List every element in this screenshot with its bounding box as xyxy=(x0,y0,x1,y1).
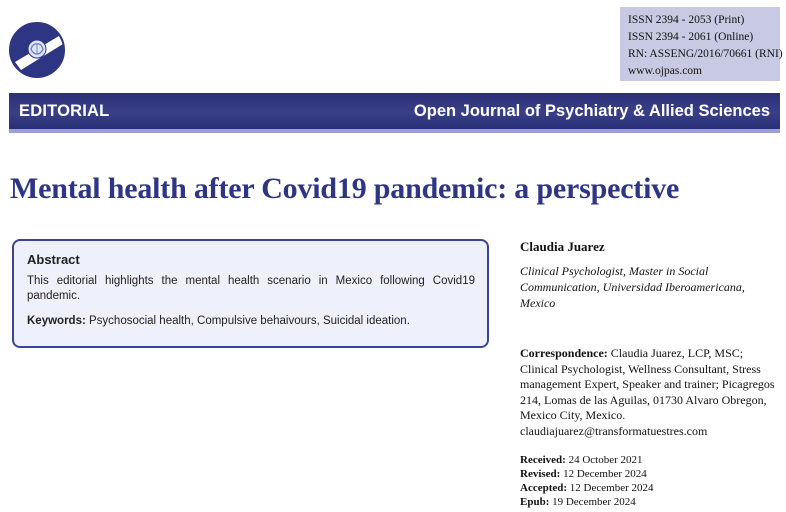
date-accepted xyxy=(520,481,654,495)
rni-number: RN: ASSENG/2016/70661 (RNI) xyxy=(628,48,783,60)
correspondence-label: Correspondence: xyxy=(520,346,608,360)
date-value: 12 December 2024 xyxy=(563,468,647,480)
issn-online: ISSN 2394 - 2061 (Online) xyxy=(628,31,754,43)
date-epub xyxy=(520,495,654,509)
date-value: 19 December 2024 xyxy=(552,496,636,508)
keywords xyxy=(27,314,475,329)
article-dates xyxy=(520,453,654,509)
journal-logo xyxy=(9,22,65,78)
abstract-text: This editorial highlights the mental health scenario in Mexico following Covid19 pandemic. xyxy=(27,275,475,302)
author-name: Claudia Juarez xyxy=(520,239,605,254)
article-title: Mental health after Covid19 pandemic: a perspective xyxy=(10,172,680,205)
date-value: 24 October 2021 xyxy=(568,454,643,466)
abstract-heading: Abstract xyxy=(27,252,80,267)
date-label: Received: xyxy=(520,454,566,466)
correspondence-text: Claudia Juarez, LCP, MSC; Clinical Psychologist, Wellness Consultant, Stress management Expert, Speaker and trainer; Picagregos 214, Lomas de las Aguilas, 01730 Alvaro Obregon, Mexico City, Mexico. xyxy=(520,346,775,422)
correspondence xyxy=(520,346,782,439)
date-label: Accepted: xyxy=(520,482,568,494)
date-value: 12 December 2024 xyxy=(569,482,654,494)
issn-info-box xyxy=(620,7,783,81)
keywords-label: Keywords: xyxy=(27,315,86,327)
section-banner xyxy=(9,93,780,133)
journal-name: Open Journal of Psychiatry & Allied Sciences xyxy=(413,102,770,120)
date-label: Epub: xyxy=(520,496,550,508)
keywords-list: Psychosocial health, Compulsive behaivours, Suicidal ideation. xyxy=(89,315,410,327)
abstract-box xyxy=(12,239,489,348)
correspondence-email: claudiajuarez@transformatuestres.com xyxy=(520,423,708,438)
date-received xyxy=(520,453,654,467)
section-label: EDITORIAL xyxy=(19,102,110,120)
date-revised xyxy=(520,467,654,481)
author-affiliation: Clinical Psychologist, Master in Social Communication, Universidad Iberoamericana, Mexico xyxy=(520,264,745,310)
journal-website: www.ojpas.com xyxy=(628,65,702,77)
date-label: Revised: xyxy=(520,468,561,480)
issn-print: ISSN 2394 - 2053 (Print) xyxy=(628,14,745,26)
